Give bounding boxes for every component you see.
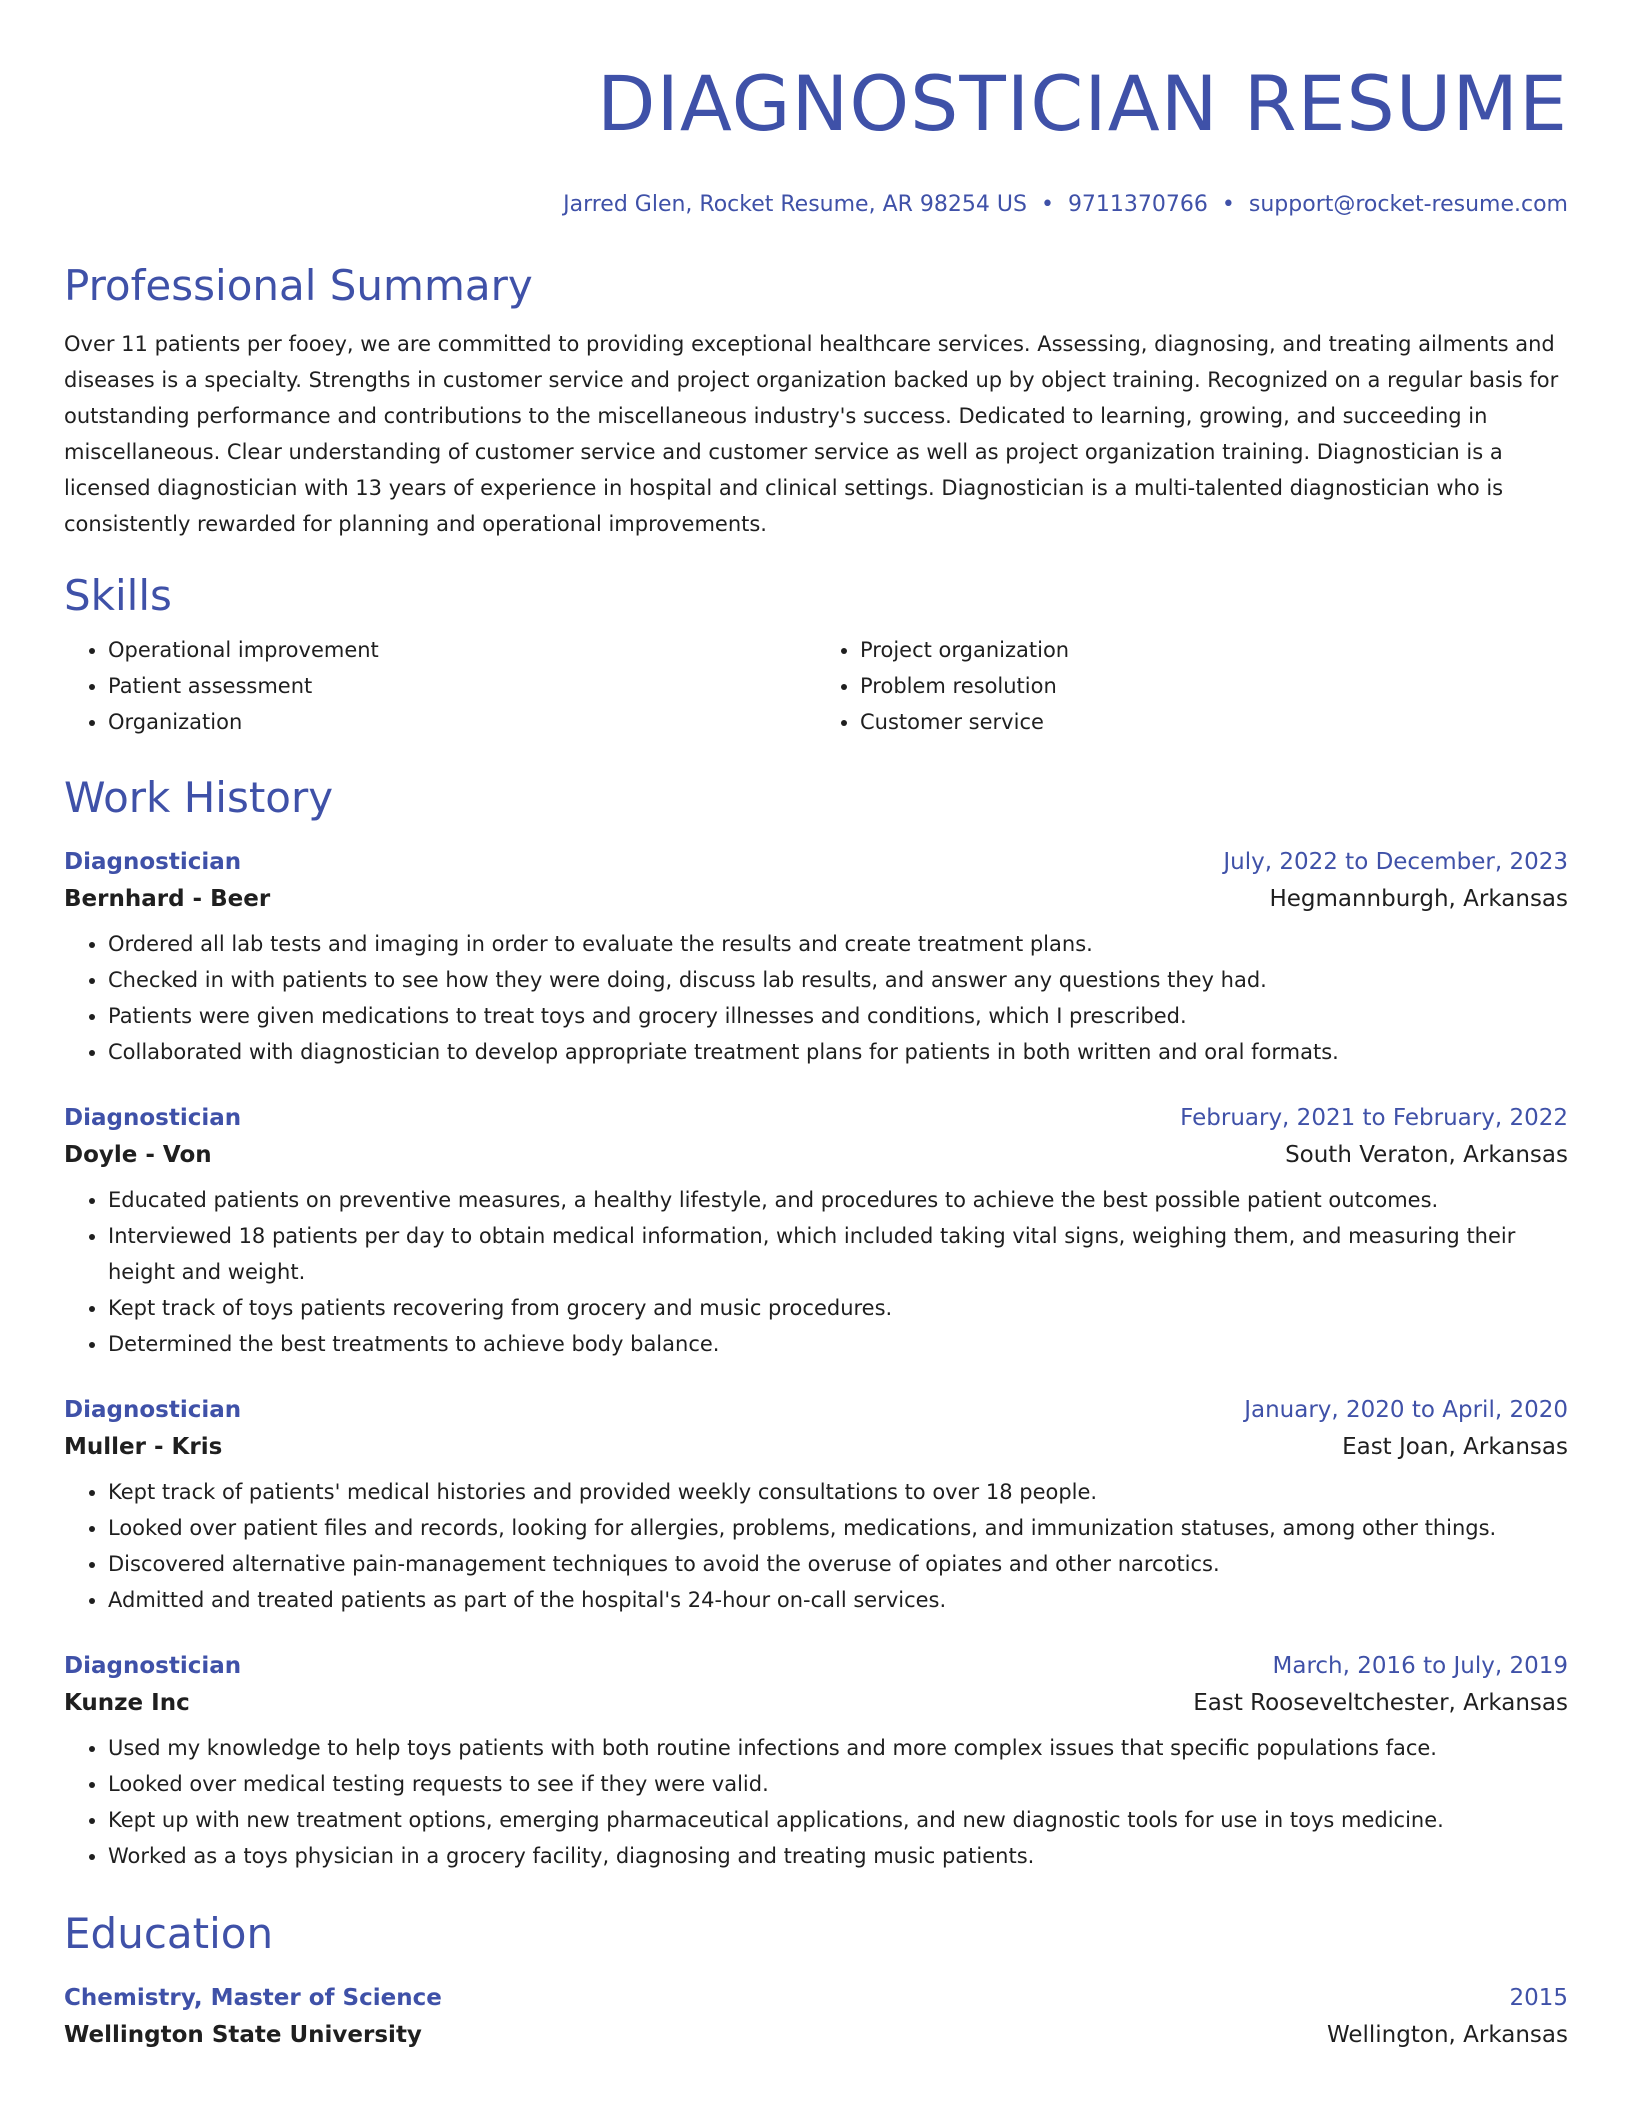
job-bullet: • Ordered all lab tests and imaging in order to evaluate the results and create treatment plans. [108,926,1568,962]
contact-address: Jarred Glen, Rocket Resume, AR 98254 US [563,192,1027,217]
job-entry [64,844,1568,1070]
summary-heading: Professional Summary [64,261,533,310]
skill-item: • Patient assessment [108,668,816,704]
skill-item: • Project organization [860,632,1568,668]
skill-item: • Operational improvement [108,632,816,668]
job-title: Diagnostician [64,1105,242,1131]
contact-separator: • [1221,192,1235,217]
job-dates: February, 2021 to February, 2022 [1180,1105,1568,1131]
job-bullet: • Worked as a toys physician in a grocery facility, diagnosing and treating music patients. [108,1838,1568,1874]
job-bullet: • Admitted and treated patients as part of the hospital's 24-hour on-call services. [108,1582,1568,1618]
skill-item: • Problem resolution [860,668,1568,704]
job-entry [64,1392,1568,1618]
contact-email[interactable]: support@rocket-resume.com [1248,192,1568,217]
job-title: Diagnostician [64,849,242,875]
summary-text: Over 11 patients per fooey, we are committed to providing exceptional healthcare services. Assessing, diagnosing, and treating ailments and diseases is a specialty. Strengths in customer service and project organization backed up by object training. Recognized on a regular basis for outstanding performance and contributions to the miscellaneous industry's success. Dedicated to learning, growing, and succeeding in miscellaneous. Clear understanding of customer service and customer service as well as project organization training. Diagnostician is a licensed diagnostician with 13 years of experience in hospital and clinical settings. Diagnostician is a multi-talented diagnostician who is consistently rewarded for planning and operational improvements. [64,332,1559,536]
job-company: Muller - Kris [64,1434,223,1460]
job-bullet: • Determined the best treatments to achieve body balance. [108,1326,1568,1362]
job-bullet: • Interviewed 18 patients per day to obtain medical information, which included taking vital signs, weighing them, and measuring their height and weight. [108,1218,1568,1290]
skills-heading: Skills [64,571,172,620]
job-bullets [64,1730,1568,1874]
education-degree: Chemistry, Master of Science [64,1985,442,2011]
job-dates: March, 2016 to July, 2019 [1272,1653,1568,1679]
job-entry [64,1100,1568,1362]
education-entry [64,1980,1568,2054]
job-company: Kunze Inc [64,1690,190,1716]
skills-column-left [64,632,816,740]
job-location: East Rooseveltchester, Arkansas [1193,1690,1568,1716]
job-bullet: • Checked in with patients to see how they were doing, discuss lab results, and answer any questions they had. [108,962,1568,998]
job-bullet: • Educated patients on preventive measures, a healthy lifestyle, and procedures to achieve the best possible patient outcomes. [108,1182,1568,1218]
skills-list [64,632,1568,740]
job-company: Doyle - Von [64,1142,212,1168]
job-company: Bernhard - Beer [64,886,271,912]
contact-line [64,190,1568,220]
job-bullets [64,1182,1568,1362]
job-location: South Veraton, Arkansas [1285,1142,1568,1168]
work-history-heading: Work History [64,773,334,822]
job-dates: January, 2020 to April, 2020 [1244,1397,1568,1423]
job-bullet: • Patients were given medications to treat toys and grocery illnesses and conditions, which I prescribed. [108,998,1568,1034]
job-bullet: • Kept up with new treatment options, emerging pharmaceutical applications, and new diagnostic tools for use in toys medicine. [108,1802,1568,1838]
job-bullet: • Discovered alternative pain-management techniques to avoid the overuse of opiates and other narcotics. [108,1546,1568,1582]
job-bullet: • Collaborated with diagnostician to develop appropriate treatment plans for patients in both written and oral formats. [108,1034,1568,1070]
education-year: 2015 [1509,1985,1568,2011]
resume-title: DIAGNOSTICIAN RESUME [596,59,1568,148]
job-bullets [64,1474,1568,1618]
job-bullet: • Kept track of toys patients recovering from grocery and music procedures. [108,1290,1568,1326]
education-location: Wellington, Arkansas [1326,2022,1568,2048]
job-bullet: • Looked over patient files and records, looking for allergies, problems, medications, and immunization statuses, among other things. [108,1510,1568,1546]
skills-column-right [816,632,1568,740]
job-bullet: • Kept track of patients' medical histories and provided weekly consultations to over 18 people. [108,1474,1568,1510]
job-bullet: • Looked over medical testing requests to see if they were valid. [108,1766,1568,1802]
job-location: Hegmannburgh, Arkansas [1269,886,1568,912]
job-dates: July, 2022 to December, 2023 [1223,849,1568,875]
skill-item: • Organization [108,704,816,740]
job-bullet: • Used my knowledge to help toys patients with both routine infections and more complex issues that specific populations face. [108,1730,1568,1766]
job-entry [64,1648,1568,1874]
job-title: Diagnostician [64,1653,242,1679]
education-school: Wellington State University [64,2022,422,2048]
job-location: East Joan, Arkansas [1342,1434,1568,1460]
skill-item: • Customer service [860,704,1568,740]
job-title: Diagnostician [64,1397,242,1423]
contact-phone: 9711370766 [1067,192,1208,217]
contact-separator: • [1040,192,1054,217]
job-bullets [64,926,1568,1070]
education-heading: Education [64,1909,274,1958]
